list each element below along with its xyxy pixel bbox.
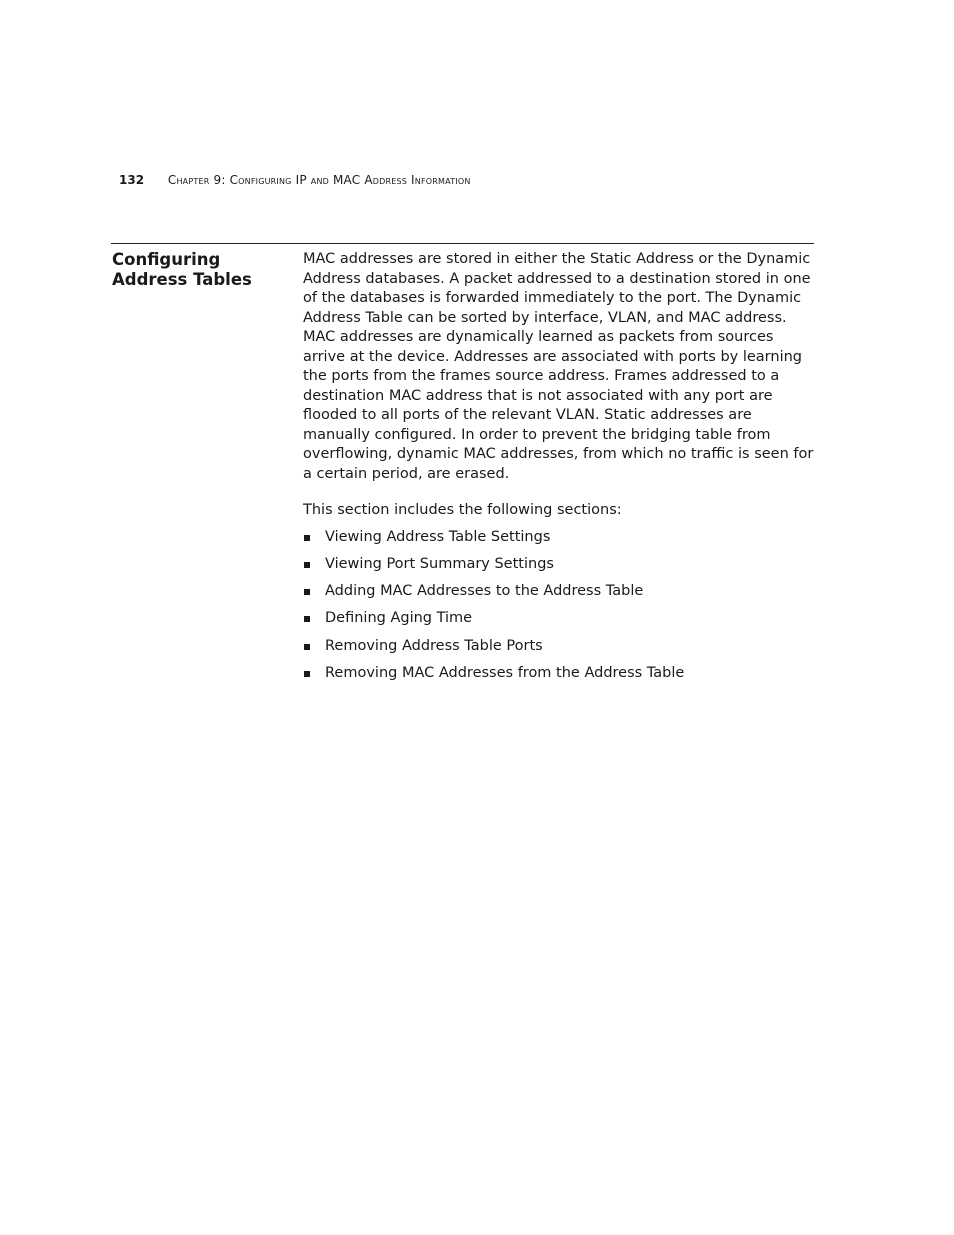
intro-paragraph: MAC addresses are stored in either the Static Address or the Dynamic Address databases. A packet addressed to a destination stored in one of the databases is forwarded immediately to the port. The Dynamic Address Table can be sorted by interface, VLAN, and MAC address. MAC addresses are dynamically learned as packets from sources arrive at the device. Addresses are associated with ports by learning the ports from the frames source address. Frames addressed to a destination MAC address that is not associated with any port are flooded to all ports of the relevant VLAN. Static addresses are manually configured. In order to prevent the bridging table from overflowing, dynamic MAC addresses, from which no traffic is seen for a certain period, are erased.: [303, 251, 814, 482]
section-list: [303, 528, 817, 692]
list-item: [303, 664, 817, 691]
section-heading-line2: Address Tables: [112, 270, 252, 289]
list-item: [303, 609, 817, 636]
list-item: [303, 582, 817, 609]
list-intro: This section includes the following sections:: [303, 502, 622, 518]
square-bullet-icon: [304, 671, 310, 677]
square-bullet-icon: [304, 535, 310, 541]
list-item: [303, 555, 817, 582]
section-body: [303, 250, 817, 691]
list-item-label: Removing MAC Addresses from the Address Table: [325, 664, 685, 681]
list-item-label: Viewing Port Summary Settings: [325, 555, 554, 572]
chapter-title: Chapter 9: Configuring IP and MAC Address Information: [167, 173, 471, 187]
page-number: 132: [119, 173, 145, 187]
list-item: [303, 528, 817, 555]
list-item-label: Adding MAC Addresses to the Address Table: [325, 583, 644, 600]
list-item-label: Defining Aging Time: [325, 610, 473, 627]
square-bullet-icon: [304, 589, 310, 595]
square-bullet-icon: [304, 616, 310, 622]
list-item-label: Viewing Address Table Settings: [325, 528, 551, 545]
section-divider: [111, 243, 814, 244]
list-item: [303, 637, 817, 664]
square-bullet-icon: [304, 562, 310, 568]
section-heading: [112, 250, 282, 290]
square-bullet-icon: [304, 644, 310, 650]
section-heading-line1: Configuring: [112, 250, 221, 269]
running-header: [119, 172, 471, 188]
list-item-label: Removing Address Table Ports: [325, 637, 543, 654]
